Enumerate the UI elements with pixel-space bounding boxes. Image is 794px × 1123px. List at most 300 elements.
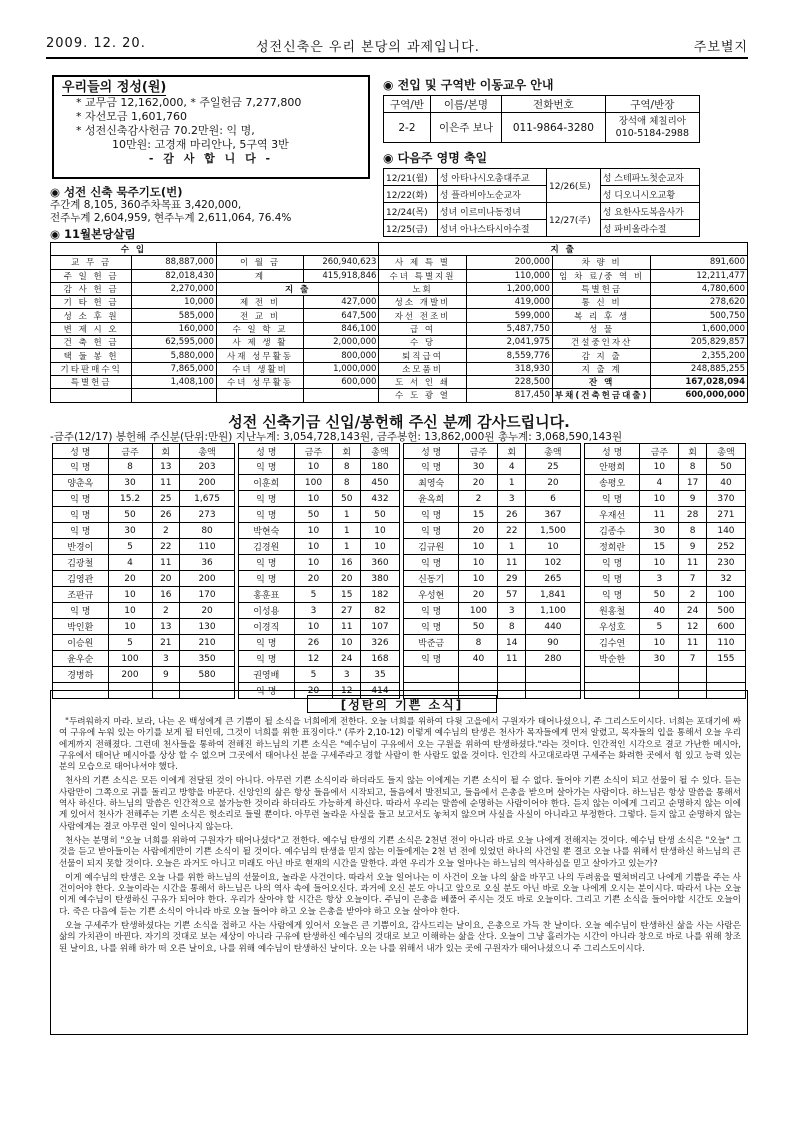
donor-cell: 익 명 bbox=[53, 507, 109, 523]
donor-cell: 36 bbox=[180, 555, 235, 571]
finance-cell bbox=[216, 389, 303, 402]
finance-cell: 2,270,000 bbox=[132, 282, 217, 295]
donor-cell: 조판규 bbox=[53, 587, 109, 603]
donor-row bbox=[53, 555, 746, 571]
donor-cell: 15 bbox=[459, 507, 498, 523]
offering-thanks: - 감 사 합 니 다 - bbox=[148, 152, 274, 165]
feast-date: 12/27(주) bbox=[547, 203, 601, 237]
donor-cell: 25 bbox=[152, 491, 180, 507]
building-rosary bbox=[50, 186, 380, 225]
header-title: 성전신축은 우리 본당의 과제입니다. bbox=[256, 40, 480, 55]
finance-row bbox=[51, 389, 748, 402]
donor-cell: 익 명 bbox=[53, 603, 109, 619]
article-paragraph: 천사의 기쁜 소식은 모든 이에게 전달된 것이 아니다. 아무런 기쁜 소식이라 하더라도 들지 않는 이에게는 기쁜 소식이 될 수 없다. 들어야 기쁜 소식이 되고 선물이 될 수 있다. 듣는 사람만이 그쪽으로 귀를 돌리고 방향을 바꾼다. 신앙인의 삶은 항상 들음에서 시작되고, 들음에서 발전되고, 들음에서 은총을 받으며 살아가는 사람이다. 하느님은 항상 말씀을 통해서 역사 하신다. 하느님의 말씀은 인간적으로 불가능한 것이라 하더라도 가능하게 하신다. 따라서 우리는 말씀에 순명하는 사람이어야 한다. 듣지 않는 이에게 그리고 순명하지 않는 이에게 있어서 천사가 전해주는 기쁜 소식은 헛소리로 들릴 뿐이다. 아무런 놀라운 사실을 들고 보고서도 놓쳐지 않으며 사실을 사실이 아니라고 부정한다. 그렇다. 듣지 않고 순명하지 않는 사람에게는 결코 아무런 일이 일어나지 않는다. bbox=[59, 776, 741, 832]
donor-cell: 265 bbox=[525, 571, 580, 587]
finance-cell: 4,780,600 bbox=[651, 282, 748, 295]
donor-row bbox=[53, 635, 746, 651]
donor-cell: 1 bbox=[333, 523, 361, 539]
finance-cell: 수녀 특별지원 bbox=[379, 269, 466, 282]
header-date: 2009. 12. 20. bbox=[46, 36, 146, 51]
finance-cell: 500,750 bbox=[651, 309, 748, 322]
donor-cell: 50 bbox=[333, 491, 361, 507]
donor-cell: 271 bbox=[706, 507, 745, 523]
donor-cell bbox=[403, 667, 459, 683]
donor-cell: 57 bbox=[498, 587, 526, 603]
donor-cell: 27 bbox=[333, 603, 361, 619]
donor-cell: 김수연 bbox=[584, 635, 640, 651]
donor-cell: 7 bbox=[679, 571, 707, 587]
income-header: 수 입 bbox=[51, 243, 217, 256]
finance-cell: 전 교 비 bbox=[216, 309, 303, 322]
donor-cell: 30 bbox=[108, 523, 152, 539]
donor-cell: 50 bbox=[361, 507, 400, 523]
donor-cell: 26 bbox=[294, 635, 333, 651]
donor-cell: 22 bbox=[152, 539, 180, 555]
donor-cell: 익 명 bbox=[239, 651, 295, 667]
donor-cell: 원홍철 bbox=[584, 603, 640, 619]
finance-cell: 사 제 특 별 bbox=[379, 256, 466, 269]
article-body bbox=[59, 717, 741, 958]
donor-cell: 432 bbox=[361, 491, 400, 507]
donor-cell: 13 bbox=[152, 459, 180, 475]
donor-cell: 익 명 bbox=[403, 507, 459, 523]
finance-cell: 260,940,623 bbox=[304, 256, 379, 269]
finance-row bbox=[51, 336, 748, 349]
finance-cell: 잔 액 bbox=[552, 375, 650, 388]
donor-cell: 10 bbox=[294, 539, 333, 555]
donor-cell: 김종수 bbox=[584, 523, 640, 539]
finance-cell: 이 월 금 bbox=[216, 256, 303, 269]
donor-cell: 50 bbox=[108, 507, 152, 523]
donor-row bbox=[53, 491, 746, 507]
donor-cell: 82 bbox=[361, 603, 400, 619]
donor-cell: 273 bbox=[180, 507, 235, 523]
donor-cell: 370 bbox=[706, 491, 745, 507]
finance-cell: 부채(건축헌금대출) bbox=[552, 389, 650, 402]
donor-cell: 20 bbox=[108, 571, 152, 587]
donor-header: 회 bbox=[152, 444, 180, 459]
feast-name: 성 파비올라수절 bbox=[600, 220, 699, 237]
donor-cell: 15 bbox=[333, 587, 361, 603]
finance-cell bbox=[304, 389, 379, 402]
finance-cell: 1,000,000 bbox=[304, 362, 379, 375]
donor-cell: 100 bbox=[706, 587, 745, 603]
finance-cell: 노회 bbox=[379, 282, 466, 295]
article-box bbox=[50, 690, 748, 1035]
finance-cell: 건 축 헌 금 bbox=[51, 336, 132, 349]
donor-cell: 우재선 bbox=[584, 507, 640, 523]
donor-cell: 26 bbox=[498, 507, 526, 523]
donor-cell: 우성호 bbox=[584, 619, 640, 635]
donor-cell: 367 bbox=[525, 507, 580, 523]
finance-cell: 415,918,846 bbox=[304, 269, 379, 282]
donor-cell: 10 bbox=[294, 619, 333, 635]
finance-cell: 82,018,430 bbox=[132, 269, 217, 282]
donor-row bbox=[53, 651, 746, 667]
feast-date: 12/26(토) bbox=[547, 169, 601, 203]
donor-cell bbox=[640, 667, 679, 683]
donor-cell: 안평희 bbox=[584, 459, 640, 475]
donor-cell: 10 bbox=[640, 635, 679, 651]
donor-row bbox=[53, 475, 746, 491]
finance-cell: 62,595,000 bbox=[132, 336, 217, 349]
finance-cell: 지 출 계 bbox=[552, 362, 650, 375]
donor-row bbox=[53, 539, 746, 555]
donor-cell: 4 bbox=[498, 459, 526, 475]
donor-cell bbox=[525, 667, 580, 683]
article-paragraph: 천사는 분명히 "오늘 너희를 위하여 구원자가 태어나셨다"고 전한다. 예수님 탄생의 기쁜 소식은 2천년 전이 아니라 바로 오늘 나에게 전해지는 것이다. 예수님 탄생 소식은 "오늘" 그것을 듣고 받아들이는 사람에게만이 기쁜 소식이 될 것이다. 예수님의 탄생을 믿지 않는 이들에게는 2천 년 전에 있었던 하나의 사건일 뿐 결코 오늘 나를 위해서 탄생하신 하느님의 큰 선물이 되지 못할 것이다. 오늘은 과거도 아니고 미래도 아닌 바로 현재의 시간을 말한다. 과연 우리가 오늘 얼마나는 하느님의 역사하심을 믿고 살아가고 있는가? bbox=[59, 835, 741, 869]
finance-cell: 성 물 bbox=[552, 322, 650, 335]
feast-name: 성녀 아나스타시아수절 bbox=[437, 220, 546, 237]
finance-cell bbox=[216, 243, 379, 256]
donor-cell: 326 bbox=[361, 635, 400, 651]
expense-header: 지 출 bbox=[379, 243, 748, 256]
feast-name: 성 요한사도복음사가 bbox=[600, 203, 699, 220]
donor-cell: 16 bbox=[152, 587, 180, 603]
donor-cell: 90 bbox=[525, 635, 580, 651]
donor-cell: 8 bbox=[333, 459, 361, 475]
donor-cell: 11 bbox=[679, 635, 707, 651]
feast-date: 12/25(금) bbox=[384, 220, 438, 237]
donor-cell: 김광철 bbox=[53, 555, 109, 571]
finance-row bbox=[51, 282, 748, 295]
donor-cell: 182 bbox=[361, 587, 400, 603]
move-table bbox=[383, 95, 700, 143]
donor-cell: 3 bbox=[333, 667, 361, 683]
donor-cell: 익 명 bbox=[239, 491, 295, 507]
finance-row bbox=[51, 362, 748, 375]
donor-cell: 20 bbox=[294, 683, 333, 699]
finance-cell: 1,200,000 bbox=[466, 282, 552, 295]
donor-cell: 40 bbox=[459, 651, 498, 667]
donor-cell: 3 bbox=[294, 603, 333, 619]
donor-cell bbox=[498, 667, 526, 683]
donor-cell: 50 bbox=[640, 587, 679, 603]
donor-cell: 송평오 bbox=[584, 475, 640, 491]
donor-cell: 익 명 bbox=[403, 651, 459, 667]
feast-name: 성 플라비아노순교자 bbox=[437, 186, 546, 203]
donors-subtitle: -금주(12/17) 봉헌해 주신분(단위:만원) 지난누계: 3,054,728,143원, 금주봉헌: 13,862,000원 총누계: 3,068,590,143원 bbox=[50, 431, 623, 443]
donor-cell: 이경직 bbox=[239, 619, 295, 635]
donor-cell: 580 bbox=[180, 667, 235, 683]
donor-cell: 윤우순 bbox=[53, 651, 109, 667]
donor-cell: 익 명 bbox=[403, 459, 459, 475]
finance-table bbox=[50, 242, 748, 403]
donor-cell: 16 bbox=[333, 555, 361, 571]
donor-cell: 11 bbox=[640, 507, 679, 523]
donor-cell: 155 bbox=[706, 651, 745, 667]
donor-cell: 21 bbox=[152, 635, 180, 651]
donor-cell: 익 명 bbox=[239, 683, 295, 699]
donor-cell: 10 bbox=[525, 539, 580, 555]
finance-cell: 임 차 료/중 역 비 bbox=[552, 269, 650, 282]
donor-cell: 210 bbox=[180, 635, 235, 651]
offering-title: 우리들의 정성(원) bbox=[62, 80, 167, 95]
donor-cell: 10 bbox=[459, 571, 498, 587]
donor-row bbox=[53, 667, 746, 683]
donor-cell: 20 bbox=[459, 475, 498, 491]
donor-cell: 100 bbox=[108, 651, 152, 667]
finance-cell: 기타판매수익 bbox=[51, 362, 132, 375]
move-cell: 011-9864-3280 bbox=[502, 113, 606, 143]
donor-cell: 102 bbox=[525, 555, 580, 571]
donor-cell: 24 bbox=[679, 603, 707, 619]
donor-cell: 1 bbox=[333, 507, 361, 523]
donor-cell: 10 bbox=[294, 555, 333, 571]
donor-cell: 11 bbox=[152, 555, 180, 571]
donor-cell: 11 bbox=[498, 555, 526, 571]
finance-row bbox=[51, 322, 748, 335]
donor-cell: 익 명 bbox=[239, 571, 295, 587]
donor-cell: 252 bbox=[706, 539, 745, 555]
move-cell: 장석애 체칠리아 bbox=[618, 115, 686, 127]
finance-cell: 도 서 인 쇄 bbox=[379, 375, 466, 388]
finance-cell: 205,829,857 bbox=[651, 336, 748, 349]
finance-cell: 주 일 헌 금 bbox=[51, 269, 132, 282]
feast-date: 12/22(화) bbox=[384, 186, 438, 203]
finance-cell: 수 당 bbox=[379, 336, 466, 349]
donor-cell: 9 bbox=[679, 539, 707, 555]
finance-cell bbox=[132, 389, 217, 402]
donor-cell: 반경이 bbox=[53, 539, 109, 555]
donor-cell: 8 bbox=[459, 635, 498, 651]
donor-cell: 110 bbox=[180, 539, 235, 555]
donor-cell: 홍훈표 bbox=[239, 587, 295, 603]
donor-cell: 3 bbox=[152, 651, 180, 667]
donor-cell: 14 bbox=[498, 635, 526, 651]
donor-header: 총액 bbox=[180, 444, 235, 459]
donor-cell: 200 bbox=[180, 571, 235, 587]
move-header: 구역/반 bbox=[384, 96, 431, 113]
offering-box bbox=[52, 75, 370, 179]
finance-row bbox=[51, 269, 748, 282]
feast-name: 성 스테파노첫순교자 bbox=[600, 169, 699, 186]
donor-cell: 40 bbox=[640, 603, 679, 619]
donor-cell: 2 bbox=[459, 491, 498, 507]
finance-row bbox=[51, 256, 748, 269]
donor-cell: 신동기 bbox=[403, 571, 459, 587]
offering-sub: 10만원: 고경재 마리안나, 5구역 3반 bbox=[112, 138, 289, 151]
finance-cell: 278,620 bbox=[651, 296, 748, 309]
donor-cell: 10 bbox=[108, 587, 152, 603]
donor-cell: 익 명 bbox=[239, 635, 295, 651]
donor-cell: 26 bbox=[152, 507, 180, 523]
donor-row bbox=[53, 571, 746, 587]
donor-cell bbox=[459, 667, 498, 683]
finance-cell: 318,930 bbox=[466, 362, 552, 375]
offering-line: * 교무금 12,162,000, * 주일헌금 7,277,800 bbox=[76, 96, 302, 109]
feast-title: ◉ 다음주 영명 축일 bbox=[383, 151, 488, 165]
donor-cell: 10 bbox=[294, 459, 333, 475]
finance-cell: 891,600 bbox=[651, 256, 748, 269]
finance-cell: 599,000 bbox=[466, 309, 552, 322]
finance-cell: 자선 전조비 bbox=[379, 309, 466, 322]
donor-header: 회 bbox=[333, 444, 361, 459]
donor-cell: 10 bbox=[294, 491, 333, 507]
donor-cell: 10 bbox=[459, 539, 498, 555]
donor-cell: 100 bbox=[459, 603, 498, 619]
donor-cell: 20 bbox=[294, 571, 333, 587]
donor-cell: 1,675 bbox=[180, 491, 235, 507]
feast-name: 성 아타나시오총대주교 bbox=[437, 169, 546, 186]
donor-header: 금주 bbox=[459, 444, 498, 459]
move-section bbox=[383, 76, 700, 237]
donor-cell: 4 bbox=[108, 555, 152, 571]
donor-cell: 10 bbox=[640, 459, 679, 475]
finance-cell: 817,450 bbox=[466, 389, 552, 402]
donor-cell: 2 bbox=[152, 523, 180, 539]
donor-cell: 익 명 bbox=[584, 571, 640, 587]
donor-cell: 익 명 bbox=[239, 507, 295, 523]
donor-cell: 200 bbox=[108, 667, 152, 683]
donor-cell: 600 bbox=[706, 619, 745, 635]
donor-cell: 168 bbox=[361, 651, 400, 667]
donor-header: 성 명 bbox=[239, 444, 295, 459]
finance-cell: 퇴직급여 bbox=[379, 349, 466, 362]
article-paragraph: 이게 예수님의 탄생은 오늘 나를 위한 하느님의 선물이요, 놀라운 사건이다. 따라서 오늘 일어나는 이 사건이 오늘 나의 삶을 바꾸고 나의 두려움을 떨쳐버리고 나에게 기쁨을 주는 사건이어야 한다. 오늘이라는 시간을 통해서 하느님은 나의 역사 속에 들어오신다. 과거에 오신 분도 아니고 앞으로 오실 분도 아닌 바로 오늘 나에게 오시는 분이시다. 따라서 나는 오늘 이게 예수님이 탄생하신 구유가 되어야 한다. 우리가 살아야 할 시간은 항상 오늘이다. 주님이 은총을 베풀어 주시는 것도 바로 오늘이다. 그리고 기쁜 소식을 들어야할 시간도 오늘이다. 죽은 다음에 듣는 기쁜 소식이 아니라 바로 오늘 들어야 하고 오늘 은총을 받아야 하고 오늘 살아야 한다. bbox=[59, 872, 741, 917]
donor-cell: 5 bbox=[108, 635, 152, 651]
finance-cell: 사재 성무활동 bbox=[216, 349, 303, 362]
donor-cell: 24 bbox=[333, 651, 361, 667]
donor-cell: 정희란 bbox=[584, 539, 640, 555]
donor-cell: 180 bbox=[361, 459, 400, 475]
donor-cell: 80 bbox=[180, 523, 235, 539]
move-header: 이름/본명 bbox=[430, 96, 501, 113]
donor-cell: 50 bbox=[706, 459, 745, 475]
donor-cell: 11 bbox=[679, 555, 707, 571]
building-title: ◉ 성전 신축 묵주기도(번) bbox=[50, 185, 183, 199]
donor-header: 총액 bbox=[706, 444, 745, 459]
donor-header: 성 명 bbox=[403, 444, 459, 459]
move-cell: 이은주 보나 bbox=[430, 113, 501, 143]
donor-cell: 11 bbox=[333, 619, 361, 635]
offering-line: * 자선모금 1,601,760 bbox=[76, 110, 187, 123]
donor-cell: 140 bbox=[706, 523, 745, 539]
feast-table bbox=[383, 168, 700, 237]
finance-cell bbox=[51, 389, 132, 402]
finance-cell: 248,885,255 bbox=[651, 362, 748, 375]
donor-cell: 15.2 bbox=[108, 491, 152, 507]
finance-cell: 기 타 헌 금 bbox=[51, 296, 132, 309]
donor-row bbox=[53, 523, 746, 539]
donor-cell: 30 bbox=[459, 459, 498, 475]
feast-name: 성 디오니시오교황 bbox=[600, 186, 699, 203]
article-title: [성탄의 기쁜 소식] bbox=[307, 695, 497, 713]
header-right: 주보별지 bbox=[693, 40, 748, 55]
donor-cell: 11 bbox=[498, 651, 526, 667]
donor-cell: 380 bbox=[361, 571, 400, 587]
donor-cell: 익 명 bbox=[53, 523, 109, 539]
finance-cell: 1,408,100 bbox=[132, 375, 217, 388]
donor-cell: 1,500 bbox=[525, 523, 580, 539]
donor-cell: 20 bbox=[333, 571, 361, 587]
finance-cell: 5,880,000 bbox=[132, 349, 217, 362]
donor-cell: 8 bbox=[679, 459, 707, 475]
donor-cell bbox=[706, 667, 745, 683]
page-header bbox=[46, 36, 748, 56]
building-line: 주간계 8,105, 360주차목표 3,420,000, bbox=[50, 199, 242, 211]
donor-header: 금주 bbox=[108, 444, 152, 459]
finance-cell: 647,500 bbox=[304, 309, 379, 322]
donor-cell: 450 bbox=[361, 475, 400, 491]
move-cell: 010-5184-2988 bbox=[615, 127, 689, 139]
donor-cell: 김규원 bbox=[403, 539, 459, 555]
donor-cell: 김경원 bbox=[239, 539, 295, 555]
finance-cell: 419,000 bbox=[466, 296, 552, 309]
finance-cell: 계 bbox=[216, 269, 303, 282]
finance-cell: 택 둘 봉 헌 bbox=[51, 349, 132, 362]
donor-cell: 1 bbox=[333, 539, 361, 555]
finance-cell: 88,887,000 bbox=[132, 256, 217, 269]
donor-cell: 440 bbox=[525, 619, 580, 635]
finance-cell: 12,211,477 bbox=[651, 269, 748, 282]
donor-cell: 박현숙 bbox=[239, 523, 295, 539]
donor-header: 성 명 bbox=[53, 444, 109, 459]
finance-cell: 지 출 bbox=[216, 282, 379, 295]
donor-cell: 5 bbox=[640, 619, 679, 635]
move-header: 전화번호 bbox=[502, 96, 606, 113]
donor-cell: 500 bbox=[706, 603, 745, 619]
donor-cell: 2 bbox=[152, 603, 180, 619]
header-rule bbox=[46, 57, 748, 59]
finance-cell: 수녀 성무활동 bbox=[216, 375, 303, 388]
donor-header: 회 bbox=[498, 444, 526, 459]
donor-cell: 7 bbox=[679, 651, 707, 667]
finance-cell: 167,028,094 bbox=[651, 375, 748, 388]
donor-cell: 5 bbox=[294, 587, 333, 603]
finance-cell: 7,865,000 bbox=[132, 362, 217, 375]
finance-cell: 감 지 출 bbox=[552, 349, 650, 362]
donor-cell: 203 bbox=[180, 459, 235, 475]
donor-cell: 박순한 bbox=[584, 651, 640, 667]
donor-cell: 1 bbox=[498, 539, 526, 555]
finance-cell: 제 전 비 bbox=[216, 296, 303, 309]
donor-cell bbox=[584, 667, 640, 683]
finance-cell: 특별헌금 bbox=[51, 375, 132, 388]
move-title: ◉ 전입 및 구역반 이동교우 안내 bbox=[383, 78, 554, 92]
donor-cell: 10 bbox=[361, 539, 400, 555]
donor-cell: 414 bbox=[361, 683, 400, 699]
feast-name: 성녀 이르미나동정녀 bbox=[437, 203, 546, 220]
donor-cell: 익 명 bbox=[403, 555, 459, 571]
donor-cell: 12 bbox=[294, 651, 333, 667]
donor-cell bbox=[679, 667, 707, 683]
donor-cell: 익 명 bbox=[53, 491, 109, 507]
donor-cell: 20 bbox=[459, 523, 498, 539]
finance-cell: 160,000 bbox=[132, 322, 217, 335]
donor-cell: 10 bbox=[108, 619, 152, 635]
donor-cell: 100 bbox=[294, 475, 333, 491]
donor-cell: 20 bbox=[152, 571, 180, 587]
donor-cell: 3 bbox=[498, 491, 526, 507]
donor-cell: 9 bbox=[152, 667, 180, 683]
finance-cell: 427,000 bbox=[304, 296, 379, 309]
finance-cell: 846,100 bbox=[304, 322, 379, 335]
donor-cell: 익 명 bbox=[403, 523, 459, 539]
finance-cell: 소모품비 bbox=[379, 362, 466, 375]
finance-cell: 800,000 bbox=[304, 349, 379, 362]
donor-cell: 양춘옥 bbox=[53, 475, 109, 491]
donor-cell: 350 bbox=[180, 651, 235, 667]
donor-header: 금주 bbox=[640, 444, 679, 459]
finance-cell: 급 여 bbox=[379, 322, 466, 335]
donor-cell: 20 bbox=[459, 587, 498, 603]
finance-cell: 2,000,000 bbox=[304, 336, 379, 349]
donor-row bbox=[53, 459, 746, 475]
donor-cell: 익 명 bbox=[403, 603, 459, 619]
donor-cell: 22 bbox=[498, 523, 526, 539]
donor-cell: 경병하 bbox=[53, 667, 109, 683]
